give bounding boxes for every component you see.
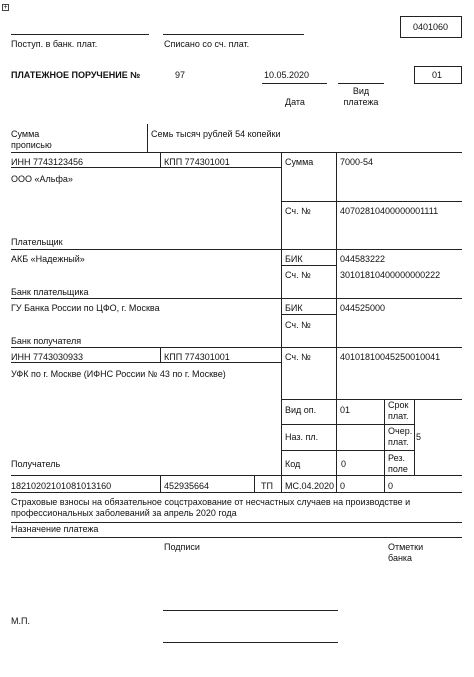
debited-label: Списано со сч. плат. (164, 39, 250, 49)
recipient-bank-bik-label: БИК (285, 303, 303, 313)
payer-account-label: Сч. № (285, 206, 311, 216)
document-number: 97 (175, 70, 186, 80)
purpose-code-label: Наз. пл. (285, 432, 319, 442)
signatures-label: Подписи (164, 542, 200, 552)
form-code: 0401060 (413, 22, 449, 32)
tax-doc-date: 0 (388, 481, 394, 491)
expand-icon[interactable]: + (3, 4, 8, 11)
recipient-account: 40101810045250010041 (340, 352, 441, 362)
received-label: Поступ. в банк. плат. (11, 39, 98, 49)
purpose-text: Страховые взносы на обязательное соцстрахование от несчастных случаев на производстве и профессиональных заболеваний за апрель 2020 года (11, 497, 411, 518)
form-code-box (400, 16, 462, 38)
recipient-bank-bik: 044525000 (340, 303, 386, 313)
code-value: 0 (341, 459, 347, 469)
recipient-inn: ИНН 7743030933 (11, 352, 84, 362)
order-label: Очер. плат. (388, 426, 413, 447)
document-date: 10.05.2020 (264, 70, 310, 80)
recipient-bank-label: Банк получателя (11, 336, 82, 346)
term-label: Срок плат. (388, 400, 409, 421)
payer-account: 40702810400000001111 (340, 206, 439, 216)
order-value: 5 (416, 432, 422, 442)
tax-basis: ТП (261, 481, 273, 491)
sum-value: 7000-54 (340, 157, 374, 167)
recipient-account-label: Сч. № (285, 352, 311, 362)
signature-line-2 (163, 642, 338, 643)
purpose-label: Назначение платежа (11, 524, 99, 534)
payer-label: Плательщик (11, 237, 63, 247)
code-label: Код (285, 459, 301, 469)
payer-bank-corr-label: Сч. № (285, 270, 311, 280)
recipient-bank-name: ГУ Банка России по ЦФО, г. Москва (11, 303, 160, 313)
sum-words-label: Сумма прописью (11, 129, 52, 150)
bank-marks-label: Отметки банка (388, 542, 424, 563)
sum-label: Сумма (285, 157, 314, 167)
payer-name: ООО «Альфа» (11, 174, 73, 184)
date-label: Дата (285, 97, 305, 107)
reserve-label: Рез. поле (388, 453, 408, 474)
recipient-label: Получатель (11, 459, 61, 469)
signature-line-1 (163, 610, 338, 611)
status-code: 01 (432, 70, 443, 80)
stamp-label: М.П. (11, 616, 30, 626)
payment-type-label: Вид платежа (343, 86, 379, 107)
payer-bank-name: АКБ «Надежный» (11, 254, 85, 264)
payer-bank-label: Банк плательщика (11, 287, 89, 297)
payer-bank-bik-label: БИК (285, 254, 303, 264)
recipient-bank-corr-label: Сч. № (285, 320, 311, 330)
tax-period: МС.04.2020 (285, 481, 335, 491)
payer-bank-bik: 044583222 (340, 254, 386, 264)
tax-kbk: 18210202101081013160 (11, 481, 112, 491)
op-type-value: 01 (340, 405, 351, 415)
recipient-name: УФК по г. Москве (ИФНС России № 43 по г. Москве) (11, 369, 226, 379)
status-box (414, 66, 462, 84)
payer-bank-corr-account: 30101810400000000222 (340, 270, 441, 280)
tax-doc-number: 0 (340, 481, 346, 491)
tax-oktmo: 452935664 (164, 481, 210, 491)
payer-kpp: КПП 774301001 (164, 157, 230, 167)
payer-inn: ИНН 7743123456 (11, 157, 84, 167)
sum-words: Семь тысяч рублей 54 копейки (151, 129, 281, 139)
recipient-kpp: КПП 774301001 (164, 352, 230, 362)
op-type-label: Вид оп. (285, 405, 317, 415)
document-title: ПЛАТЕЖНОЕ ПОРУЧЕНИЕ № (11, 70, 141, 80)
